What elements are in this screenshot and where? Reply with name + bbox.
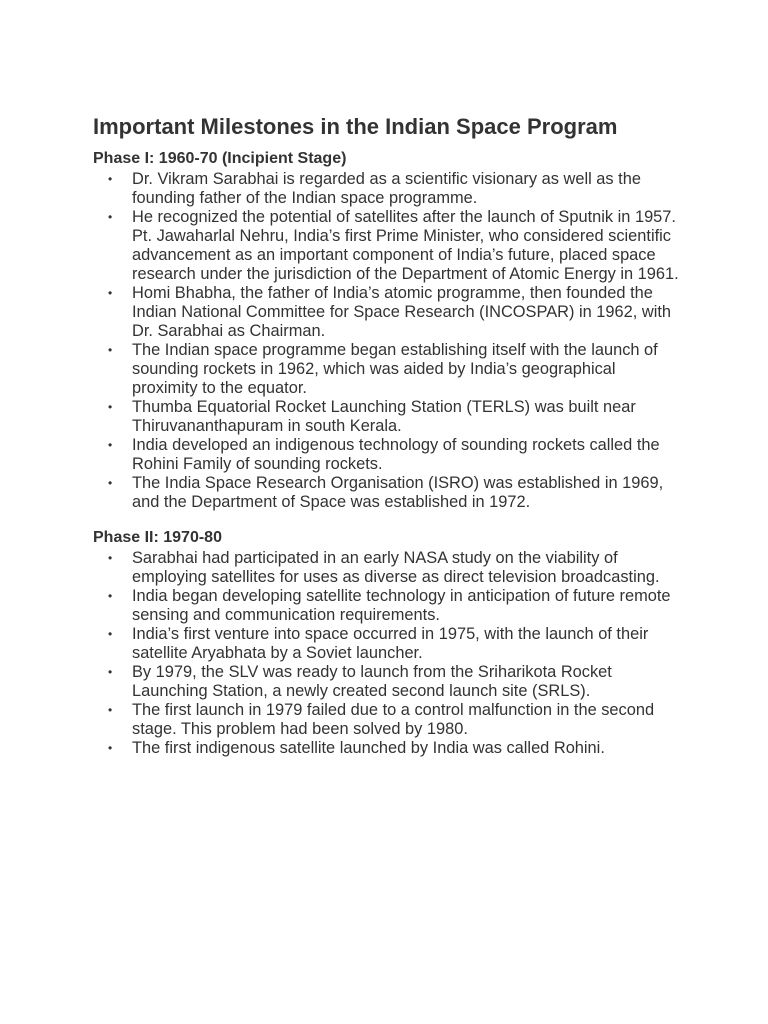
list-item (93, 625, 683, 663)
document-page (93, 112, 683, 758)
list-item-text: Sarabhai had participated in an early NASA study on the viability of employing satellites for uses as diverse as direct television broadcasting. (132, 549, 660, 586)
bullet-icon: • (108, 343, 113, 357)
section-heading-phase-1: Phase I: 1960-70 (Incipient Stage) (93, 150, 347, 167)
list-item (93, 701, 683, 739)
list-item (93, 739, 683, 758)
bullet-icon: • (108, 741, 113, 755)
list-item (93, 170, 683, 208)
list-item-text: Homi Bhabha, the father of India’s atomic programme, then founded the Indian National Committee for Space Research (INCOSPAR) in 1962, with Dr. Sarabhai as Chairman. (132, 284, 672, 340)
list-item (93, 208, 683, 284)
bullet-icon: • (108, 210, 113, 224)
bullet-icon: • (108, 286, 113, 300)
list-item (93, 587, 683, 625)
list-item (93, 398, 683, 436)
list-item-text: The India Space Research Organisation (ISRO) was established in 1969, and the Department of Space was established in 1972. (132, 474, 664, 511)
list-item-text: The first indigenous satellite launched by India was called Rohini. (132, 739, 605, 757)
list-item (93, 663, 683, 701)
list-item (93, 341, 683, 398)
bullet-icon: • (108, 476, 113, 490)
bullet-icon: • (108, 589, 113, 603)
bullet-icon: • (108, 400, 113, 414)
bullet-list-phase-1 (93, 170, 683, 512)
list-item-text: India began developing satellite technology in anticipation of future remote sensing and communication requirements. (132, 587, 671, 624)
list-item (93, 549, 683, 587)
list-item (93, 284, 683, 341)
bullet-icon: • (108, 551, 113, 565)
bullet-icon: • (108, 665, 113, 679)
section-heading-phase-2: Phase II: 1970-80 (93, 529, 222, 546)
page-title: Important Milestones in the Indian Space Program (93, 114, 618, 139)
list-item-text: Thumba Equatorial Rocket Launching Station (TERLS) was built near Thiruvananthapuram in south Kerala. (132, 398, 636, 435)
bullet-list-phase-2 (93, 549, 683, 758)
list-item-text: By 1979, the SLV was ready to launch from the Sriharikota Rocket Launching Station, a newly created second launch site (SRLS). (132, 663, 612, 700)
list-item-text: He recognized the potential of satellites after the launch of Sputnik in 1957. Pt. Jawaharlal Nehru, India’s first Prime Minister, who considered scientific advancement as an important component of India’s future, placed space research under the jurisdiction of the Department of Atomic Energy in 1961. (132, 208, 679, 283)
bullet-icon: • (108, 438, 113, 452)
bullet-icon: • (108, 703, 113, 717)
list-item (93, 474, 683, 512)
bullet-icon: • (108, 627, 113, 641)
list-item-text: India’s first venture into space occurred in 1975, with the launch of their satellite Aryabhata by a Soviet launcher. (132, 625, 649, 662)
list-item (93, 436, 683, 474)
list-item-text: The first launch in 1979 failed due to a control malfunction in the second stage. This problem had been solved by 1980. (132, 701, 655, 738)
list-item-text: Dr. Vikram Sarabhai is regarded as a scientific visionary as well as the founding father of the Indian space programme. (132, 170, 641, 207)
list-item-text: The Indian space programme began establishing itself with the launch of sounding rockets in 1962, which was aided by India’s geographical proximity to the equator. (132, 341, 658, 397)
list-item-text: India developed an indigenous technology of sounding rockets called the Rohini Family of sounding rockets. (132, 436, 660, 473)
bullet-icon: • (108, 172, 113, 186)
